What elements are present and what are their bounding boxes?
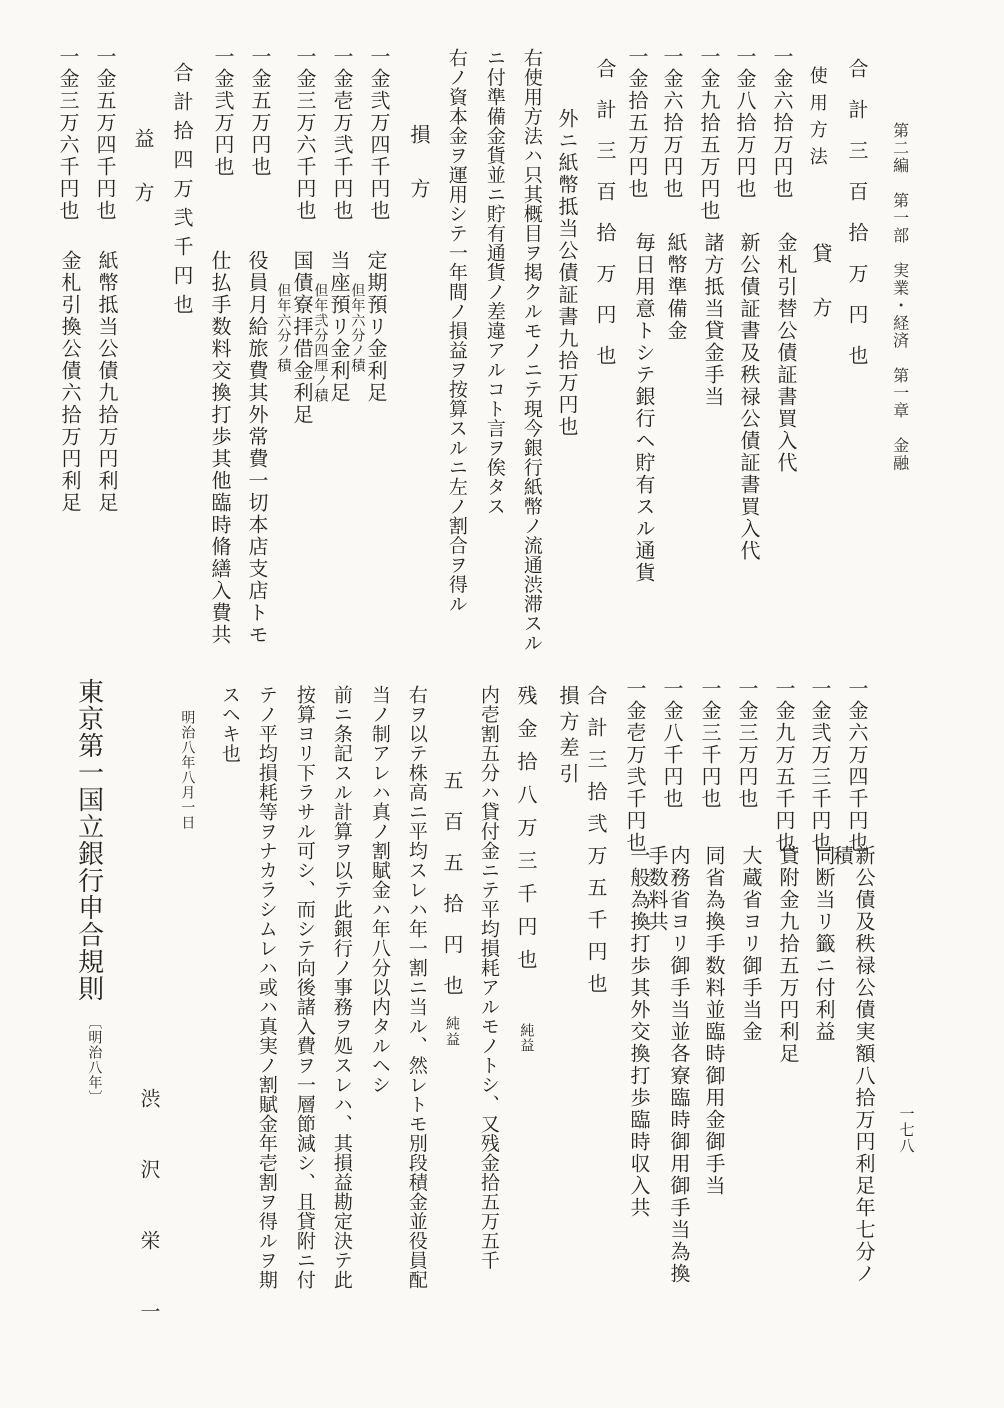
ledger-entry-label: 新公債及秩禄公債実額八拾万円利足年七分ノ積	[830, 845, 874, 1285]
usage-note-line: ニ付準備金貨並ニ貯有通貨ノ差違アルコト言ヲ俟タス	[483, 48, 505, 516]
section-title-usage: 使用方法	[807, 66, 828, 174]
ledger-entry-amount: 一金三万六千円也	[293, 46, 315, 222]
ledger-entry-amount: 一金九拾五万円也	[697, 46, 719, 222]
ledger-entry-label: 紙幣抵当公債九拾万円利足	[95, 250, 117, 514]
net-profit-note: 純益	[444, 1016, 459, 1048]
ledger-entry-label: 金札引替公債証書買入代	[774, 232, 796, 474]
ledger-entry-amount: 一金弐万三千円也	[808, 678, 830, 854]
ledger-entry-amount: 一金弐万円也	[211, 46, 233, 178]
column-header-credit: 貸方	[809, 243, 831, 351]
carryover-total: 合計三百拾万円也	[845, 58, 867, 386]
ledger-entry-amount: 一金六拾万円也	[660, 46, 682, 200]
balance-remainder: 残金拾八万三千円也	[514, 685, 536, 982]
ledger-entry-note: 但年弐分四厘ノ積	[312, 283, 328, 403]
ledger-entry-amount: 一金六拾万円也	[770, 46, 792, 200]
closing-line: テノ平均損耗等ヲナカラシムレハ或ハ真実ノ割賦金年壱割ヲ得ルヲ期	[255, 685, 277, 1290]
ledger-entry-label: 新公債証書及秩禄公債証書買入代	[737, 232, 759, 562]
ledger-entry-note: 但年六分ノ積	[275, 283, 291, 373]
closing-line: 前ニ条記スル計算ヲ以テ此銀行ノ事務ヲ処スレハ、其損益勘定決テ此	[330, 685, 352, 1290]
ledger-entry-amount: 一金九万五千円也	[772, 678, 794, 854]
ledger-entry-amount: 一金壱万弐千円也	[330, 46, 352, 222]
ledger-entry-amount: 一金六万四千円也	[845, 678, 867, 854]
ledger-entry-amount: 一金弐万四千円也	[367, 46, 389, 222]
ledger-entry-label: 諸方抵当貸金手当	[701, 232, 723, 408]
loss-total: 合計拾四万弐千円也	[170, 62, 192, 323]
balance-explanation: 内壱割五分ハ貸付金ニテ平均損耗アルモノトシ、又残金拾五万五千	[477, 685, 499, 1270]
ledger-entry-label: 貸附金九拾五万円利足	[776, 845, 798, 1065]
article-title-note: 〔明治八年〕	[86, 1015, 102, 1105]
gain-total: 合計三拾弐万五千円也	[584, 685, 606, 1005]
ledger-entry-amount: 一金三千円也	[698, 678, 720, 810]
ledger-entry-amount: 一金八拾万円也	[733, 46, 755, 200]
ledger-entry-amount: 一金五万円也	[248, 46, 270, 178]
usage-supplement: 外ニ紙幣抵当公債証書九拾万円也	[555, 108, 577, 438]
ledger-entry-amount: 一金壱万弐千円也	[623, 678, 645, 854]
document-date: 明治八年八月一日	[179, 710, 195, 830]
ledger-entry-note: 但年六分ノ積	[349, 283, 365, 373]
ledger-entry-amount: 一金五万四千円也	[93, 46, 115, 222]
ledger-entry-label: 金札引換公債六拾万円利足	[58, 250, 80, 514]
ledger-entry-label: 大蔵省ヨリ御手当金	[739, 845, 761, 1043]
balance-remainder-note: 純益	[518, 1023, 534, 1053]
closing-line: スヘキ也	[218, 685, 240, 763]
ledger-entry-label: 紙幣準備金	[664, 232, 686, 342]
page-number: 一七八	[897, 1106, 914, 1154]
balance-explanation-continued	[440, 770, 462, 1048]
ledger-entry-label: 当座預リ金利足	[327, 250, 349, 404]
closing-line: 当ノ制アレハ真ノ割賦金ハ年八分以内タルヘシ	[368, 685, 390, 1095]
ledger-entry-label: 同省為換手数料並臨時御用金御手当	[702, 845, 724, 1197]
closing-line: 按算ヨリ下ラサル可シ、而シテ向後諸入費ヲ一層節減シ、且貸附ニ付	[293, 685, 315, 1290]
ledger-entry-amount: 一金八千円也	[660, 678, 682, 810]
usage-note-line: 右ノ資本金ヲ運用シテ一年間ノ損益ヲ按算スルニ左ノ割合ヲ得ル	[445, 48, 467, 614]
ledger-entry-label: 役員月給旅費其外常費一切本店支店トモ	[245, 250, 267, 646]
ledger-entry-label: 一般為換打歩其外交換打歩臨時収入共	[627, 845, 649, 1219]
article-title: 東京第一国立銀行申合規則	[74, 678, 104, 1002]
balance-amount-text: 五百五拾円也	[440, 770, 462, 1016]
ledger-entry-label: 仕払手数料交換打歩其他臨時脩繕入費共	[208, 250, 230, 646]
ledger-entry-amount: 一金拾五万円也	[625, 46, 647, 200]
ledger-entry-label: 内務省ヨリ御手当並各寮臨時御用御手当為換手数料共	[645, 845, 689, 1285]
usage-total: 合計三百拾万円也	[593, 58, 615, 386]
ledger-entry-label: 同断当リ籤ニ付利益	[812, 845, 834, 1043]
closing-line: 右ヲ以テ株高ニ平均スレハ年一割ニ当ル、然レトモ別段積金並役員配	[405, 685, 427, 1290]
balance-header: 損方差引	[556, 685, 578, 789]
running-head: 第二編 第一部 実業・経済 第一章 金融	[890, 122, 908, 472]
ledger-entry-label: 国債寮拝借金利足	[290, 250, 312, 426]
section-title-loss: 損方	[407, 124, 429, 232]
ledger-entry-label: 毎日用意トシテ銀行ヘ貯有スル通貨	[632, 232, 654, 584]
section-title-gain: 益方	[131, 128, 153, 236]
ledger-entry-amount: 一金三万六千円也	[56, 46, 78, 222]
author-name: 渋沢栄一	[137, 1088, 159, 1372]
ledger-entry-label: 定期預リ金利足	[364, 250, 386, 404]
usage-note-line: 右使用方法ハ只其概目ヲ掲クルモノニテ現今銀行紙幣ノ流通渋滞スル	[520, 48, 542, 653]
ledger-entry-amount: 一金三万円也	[735, 678, 757, 810]
